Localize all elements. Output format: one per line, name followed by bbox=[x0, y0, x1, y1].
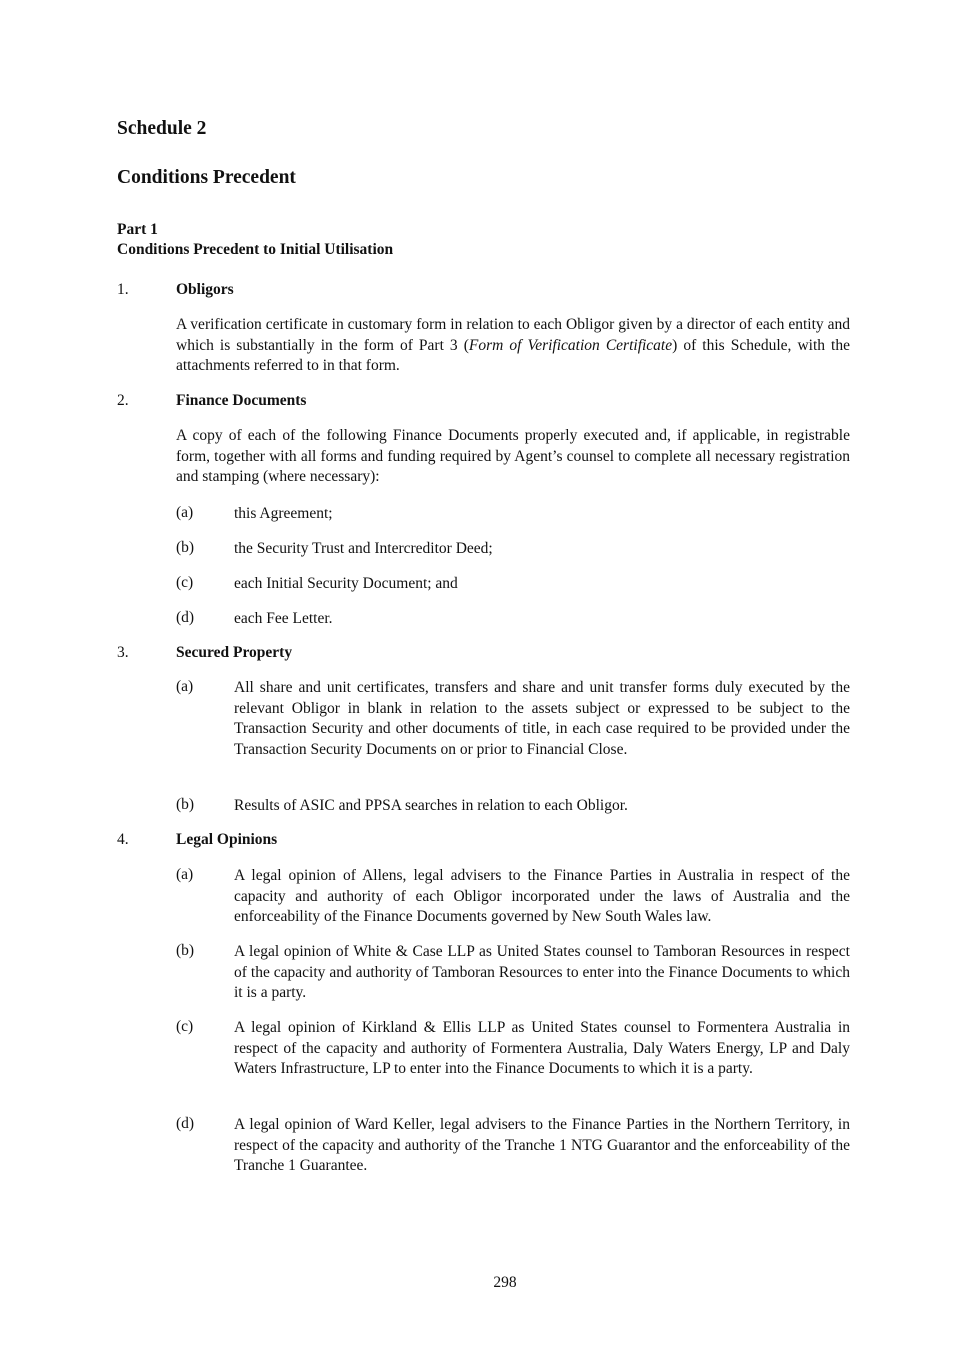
list-item: A legal opinion of Kirkland & Ellis LLP as United States counsel to Formentera Australia in respect of the capacity and authority of Formentera Australia, Daly Waters Energy, LP and Daly Waters Infrastructure, LP to enter into the Finance Documents to which it is a party. bbox=[234, 1019, 850, 1077]
list-item-label: (d) bbox=[176, 609, 195, 626]
section-paragraph: A copy of each of the following Finance Documents properly executed and, if applicable, in registrable form, together with all forms and funding required by Agent’s counsel to complete all necessary registration and stamping (where necessary): bbox=[176, 427, 850, 485]
section-number: 3. bbox=[117, 644, 129, 661]
list-item: A legal opinion of Allens, legal advisers to the Finance Parties in Australia in respect of the capacity and authority of each Obligor incorporated under the laws of Australia and the enforceability of the Finance Documents governed by New South Wales law. bbox=[234, 867, 850, 925]
text-run: A verification certificate in customary form in relation to each Obligor given by a director of each entity and which is substantially in the form of Part 3 ( bbox=[176, 316, 850, 354]
list-item-label: (a) bbox=[176, 504, 194, 521]
list-item: the Security Trust and Intercreditor Deed; bbox=[234, 540, 493, 557]
list-item-label: (c) bbox=[176, 574, 194, 591]
list-item: Results of ASIC and PPSA searches in relation to each Obligor. bbox=[234, 797, 628, 814]
section-title: Obligors bbox=[176, 281, 234, 298]
list-item: All share and unit certificates, transfers and share and unit transfer forms duly executed by the relevant Obligor in blank in relation to the assets subject or expressed to be subject to the Transaction Security and other documents of title, in each case required to be provided under the Transaction Security Documents on or prior to Financial Close. bbox=[234, 679, 850, 758]
list-item: each Initial Security Document; and bbox=[234, 575, 458, 592]
list-item-label: (a) bbox=[176, 678, 194, 695]
schedule-title: Schedule 2 bbox=[117, 118, 207, 139]
list-item: A legal opinion of Ward Keller, legal advisers to the Finance Parties in the Northern Territory, in respect of the capacity and authority of the Tranche 1 NTG Guarantor and the enforceability of the Tranche 1 Guarantee. bbox=[234, 1116, 850, 1174]
section-title: Finance Documents bbox=[176, 392, 307, 409]
section-number: 1. bbox=[117, 281, 129, 298]
section-number: 2. bbox=[117, 392, 129, 409]
list-item-label: (d) bbox=[176, 1115, 195, 1132]
part-label: Part 1 bbox=[117, 221, 158, 238]
list-item: this Agreement; bbox=[234, 505, 333, 522]
list-item-label: (b) bbox=[176, 942, 195, 959]
section-title: Secured Property bbox=[176, 644, 293, 661]
list-item-label: (a) bbox=[176, 866, 194, 883]
text-run: ) of this Schedule, with the attachments referred to in that form. bbox=[176, 336, 850, 374]
list-item-label: (b) bbox=[176, 796, 195, 813]
list-item-label: (c) bbox=[176, 1018, 194, 1035]
section-paragraph bbox=[176, 315, 850, 377]
list-item: A legal opinion of White & Case LLP as United States counsel to Tamboran Resources in respect of the capacity and authority of Tamboran Resources to enter into the Finance Documents to which it is a party. bbox=[234, 943, 850, 1001]
part-heading bbox=[117, 220, 393, 260]
section-number: 4. bbox=[117, 831, 129, 848]
part-title: Conditions Precedent to Initial Utilisation bbox=[117, 241, 394, 258]
list-item: each Fee Letter. bbox=[234, 610, 333, 627]
section-title: Legal Opinions bbox=[176, 831, 278, 848]
schedule-subtitle: Conditions Precedent bbox=[117, 167, 296, 188]
list-item-label: (b) bbox=[176, 539, 195, 556]
page-number: 298 bbox=[493, 1274, 517, 1291]
italic-reference: Form of Verification Certificate bbox=[468, 336, 673, 354]
